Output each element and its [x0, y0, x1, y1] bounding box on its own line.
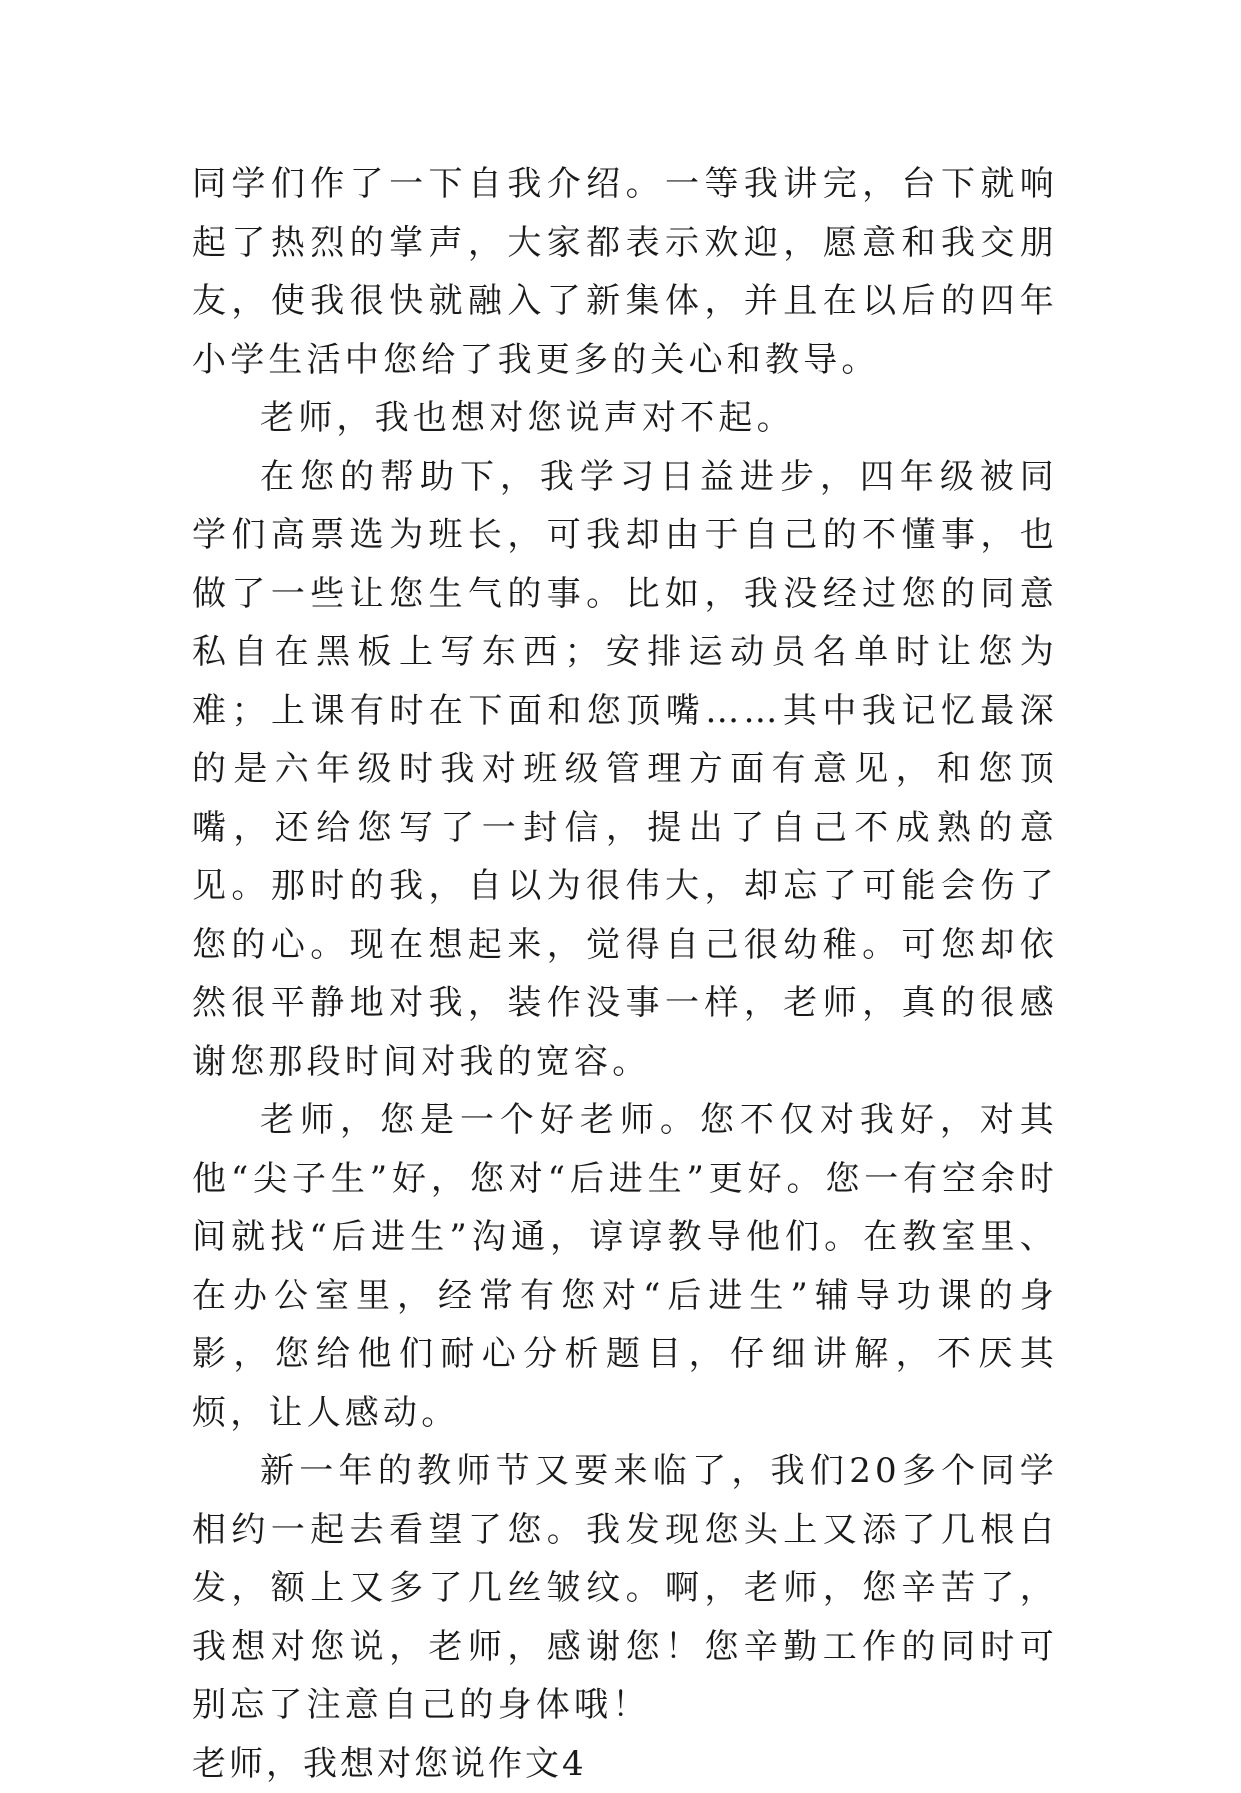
paragraph-5: 新一年的教师节又要来临了，我们20多个同学相约一起去看望了您。我发现您头上又添了几根白发，额上又多了几丝皱纹。啊，老师，您辛苦了，我想对您说，老师，感谢您！您辛勤工作的同时可别忘了注意自己的身体哦！	[192, 1442, 1058, 1735]
paragraph-1: 同学们作了一下自我介绍。一等我讲完，台下就响起了热烈的掌声，大家都表示欢迎，愿意和我交朋友，使我很快就融入了新集体，并且在以后的四年小学生活中您给了我更多的关心和教导。	[192, 155, 1058, 389]
paragraph-4: 老师，您是一个好老师。您不仅对我好，对其他“尖子生”好，您对“后进生”更好。您一有空余时间就找“后进生”沟通，谆谆教导他们。在教室里、在办公室里，经常有您对“后进生”辅导功课的身影，您给他们耐心分析题目，仔细讲解，不厌其烦，让人感动。	[192, 1091, 1058, 1442]
paragraph-2: 老师，我也想对您说声对不起。	[192, 389, 1058, 448]
document-page	[192, 155, 1058, 1793]
section-heading: 老师，我想对您说作文4	[192, 1735, 1058, 1793]
paragraph-3: 在您的帮助下，我学习日益进步，四年级被同学们高票选为班长，可我却由于自己的不懂事，也做了一些让您生气的事。比如，我没经过您的同意私自在黑板上写东西；安排运动员名单时让您为难；上课有时在下面和您顶嘴……其中我记忆最深的是六年级时我对班级管理方面有意见，和您顶嘴，还给您写了一封信，提出了自己不成熟的意见。那时的我，自以为很伟大，却忘了可能会伤了您的心。现在想起来，觉得自己很幼稚。可您却依然很平静地对我，装作没事一样，老师，真的很感谢您那段时间对我的宽容。	[192, 448, 1058, 1092]
